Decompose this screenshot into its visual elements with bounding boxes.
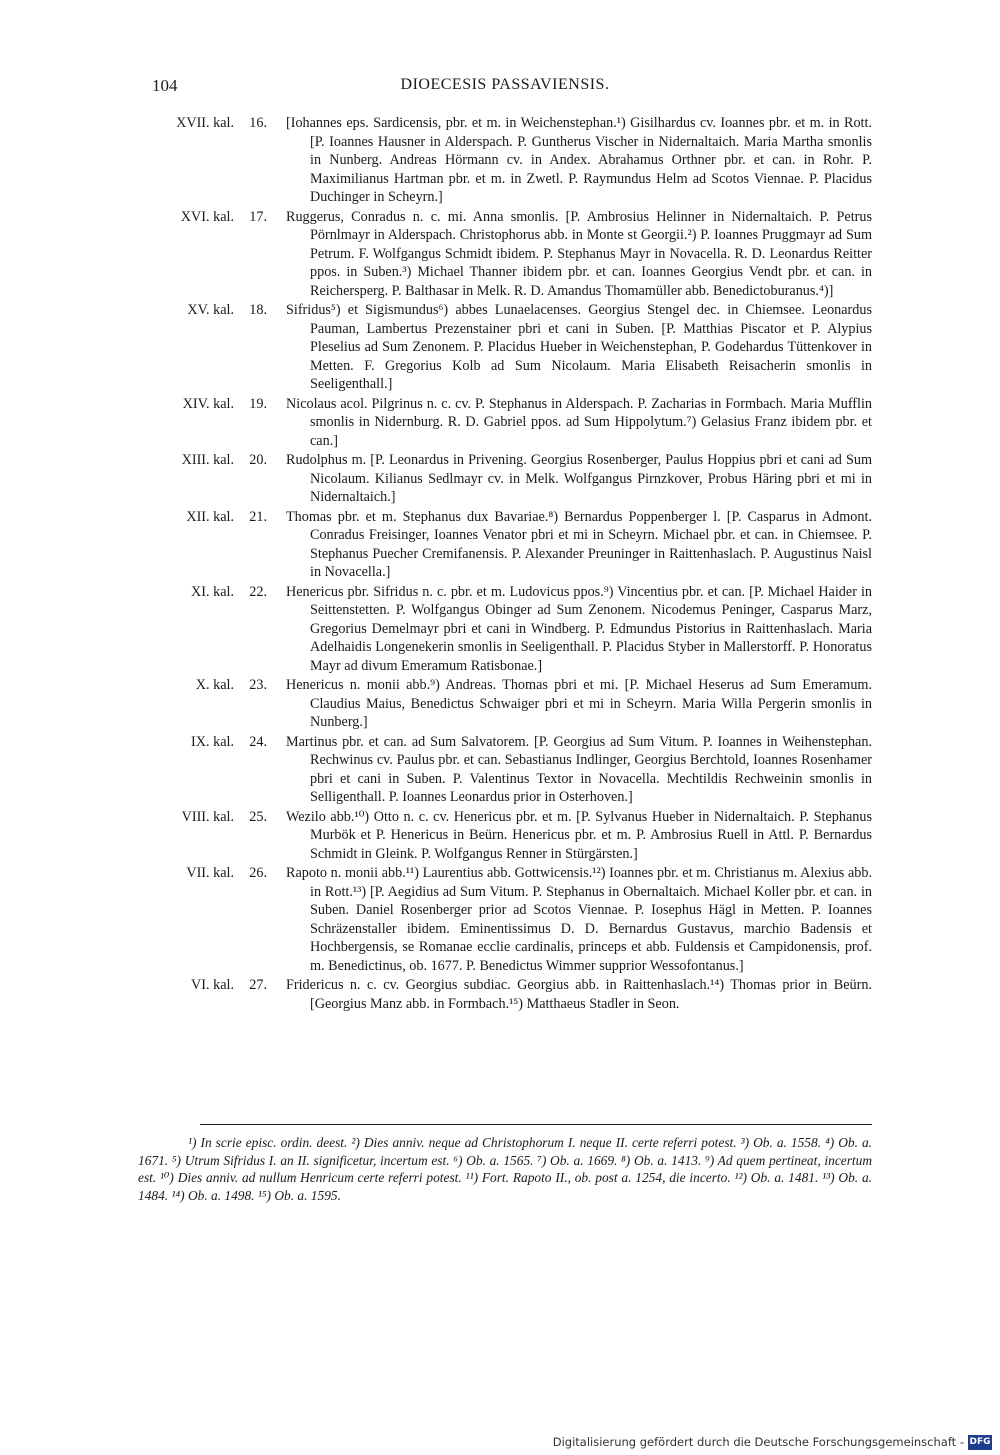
kalend-date: XVI. kal. xyxy=(180,208,234,225)
entry-text: Wezilo abb.¹⁰) Otto n. c. cv. Henericus pbr. et m. [P. Sylvanus Hueber in Nidernaltaich. P. Stephanus Murbök et P. Henericus in Beürn. Henericus pbr. et m. P. Ambrosius Ruell in Attl. P. Bernardus Schmidt in Gleink. P. Wolfgangus Renner in Stürgärsten.] xyxy=(286,808,872,862)
page-number: 104 xyxy=(152,76,178,95)
day-number: 24. xyxy=(249,733,267,750)
day-number: 17. xyxy=(249,208,267,225)
kalend-date: XIV. kal. xyxy=(182,395,234,412)
kalend-date: VI. kal. xyxy=(191,977,234,993)
calendar-entry xyxy=(138,733,872,807)
calendar-entry xyxy=(138,864,872,975)
calendar-entry xyxy=(138,808,872,864)
footnote-rule xyxy=(200,1124,872,1125)
entry-text: Martinus pbr. et can. ad Sum Salvatorem. [P. Georgius ad Sum Vitum. P. Ioannes in Weihenstephan. Rechwinus cv. Paulus pbr. et can. Sebastianus Indlinger, Georgius Berchtold, Ioannes Rosenhamer pbri et cani in Suben. P. Valentinus Textor in Novacella. Mechtildis Rechweinin smonlis in Selligenthall. P. Ioannes Leonardus prior in Osterhoven.] xyxy=(286,733,872,805)
digitization-footer xyxy=(552,1434,992,1451)
calendar-entry xyxy=(138,395,872,451)
calendar-entry xyxy=(138,976,872,1013)
kalend-date: XI. kal. xyxy=(191,583,234,600)
entry-text: Thomas pbr. et m. Stephanus dux Bavariae.⁸) Bernardus Poppenberger l. [P. Casparus in Admont. Conradus Freisinger, Ioannes Venator pbri et mi in Scheyrn. Michael pbr. et can. in Chiemsee. P. Stephanus Puecher Cremifanensis. P. Alexander Preuninger in Raittenhaslach. P. Augustinus Naisl in Novacella.] xyxy=(286,508,872,580)
calendar-entry xyxy=(138,676,872,732)
kalend-date: XVII. kal. xyxy=(176,115,234,131)
page-header xyxy=(138,76,872,98)
calendar-entry xyxy=(138,451,872,507)
kalend-date: X. kal. xyxy=(195,677,234,693)
day-number: 25. xyxy=(249,808,267,825)
entry-text: Fridericus n. c. cv. Georgius subdiac. Georgius abb. in Raittenhaslach.¹⁴) Thomas prior in Beürn. [Georgius Manz abb. in Formbach.¹⁵) Matthaeus Stadler in Seon. xyxy=(286,977,872,1012)
day-number: 27. xyxy=(249,977,267,993)
day-number: 19. xyxy=(249,395,267,412)
day-number: 22. xyxy=(249,583,267,600)
entry-text: Henericus pbr. Sifridus n. c. pbr. et m. Ludovicus ppos.⁹) Vincentius pbr. et can. [P. Michael Haider in Seittenstetten. P. Wolfgangus Obinger ad Sum Zenonem. Nicodemus Peninger, Casparus Marz, Gregorius Demelmayr pbri et cani in Windberg. P. Edmundus Pistorius in Raittenhaslach. Maria Adelhaidis Longenekerin smonlis in Seeligenthall. P. Placidus Styber in Mallerstorff. P. Honoratus Mayr ad divum Emeramum Ratisbonae.] xyxy=(286,583,872,674)
day-number: 18. xyxy=(249,302,267,318)
calendar-entry xyxy=(138,583,872,676)
footnotes: ¹) In scrie episc. ordin. deest. ²) Dies anniv. neque ad Christophorum I. neque II. certe referri potest. ³) Ob. a. 1558. ⁴) Ob. a. 1671. ⁵) Utrum Sifridus I. an II. significetur, incertum est. ⁶) Ob. a. 1565. ⁷) Ob. a. 1669. ⁸) Ob. a. 1413. ⁹) Ad quem pertineat, incertum est. ¹⁰) Dies anniv. ad nullum Henricum certe referri potest. ¹¹) Fort. Rapoto II., ob. post a. 1254, die incerto. ¹²) Ob. a. 1481. ¹³) Ob. a. 1484. ¹⁴) Ob. a. 1498. ¹⁵) Ob. a. 1595. xyxy=(138,1135,872,1203)
calendar-entries xyxy=(138,114,872,1014)
kalend-date: VIII. kal. xyxy=(181,808,234,825)
kalend-date: VII. kal. xyxy=(186,865,234,881)
kalend-date: IX. kal. xyxy=(191,733,234,750)
day-number: 23. xyxy=(249,677,267,693)
entry-text: Henericus n. monii abb.⁹) Andreas. Thomas pbri et mi. [P. Michael Heserus ad Sum Emeramum. Claudius Maius, Benedictus Schwaiger pbri et mi in Scheyrn. Maria Willa Pergerin smonlis in Nunberg.] xyxy=(286,677,872,730)
kalend-date: XV. kal. xyxy=(187,302,234,318)
calendar-entry xyxy=(138,114,872,207)
day-number: 21. xyxy=(249,508,267,525)
entry-text: Rapoto n. monii abb.¹¹) Laurentius abb. Gottwicensis.¹²) Ioannes pbr. et m. Christianus m. Alexius abb. in Rott.¹³) [P. Aegidius ad Sum Vitum. P. Stephanus in Obernaltaich. Michael Koller pbr. et can. in Suben. Daniel Rosenberger prior ad Scotos Viennae. P. Iosephus Hägl in Metten. P. Ioannes Schräzenstaller ibidem. Eminentissimus D. D. Bernardus Gustavus, marchio Badensis et Hochbergensis, se Romanae ecclie cardinalis, princeps et abb. Fuldensis et Campidonensis, prof. m. Benedictinus, ob. 1677. P. Benedictus Wimmer supprior Wessofontanus.] xyxy=(286,865,872,974)
kalend-date: XII. kal. xyxy=(186,508,234,525)
calendar-entry xyxy=(138,508,872,582)
kalend-date: XIII. kal. xyxy=(181,452,234,468)
day-number: 26. xyxy=(249,865,267,881)
running-title: DIOECESIS PASSAVIENSIS. xyxy=(400,76,610,93)
day-number: 16. xyxy=(249,115,267,131)
day-number: 20. xyxy=(249,452,267,468)
funding-credit: Digitalisierung gefördert durch die Deutsche Forschungsgemeinschaft - xyxy=(552,1435,964,1449)
calendar-entry xyxy=(138,208,872,301)
entry-text: [Iohannes eps. Sardicensis, pbr. et m. in Weichenstephan.¹) Gisilhardus cv. Ioannes pbr. et m. in Rott. [P. Ioannes Hausner in Alderspach. P. Guntherus Vischer in Nidernaltaich. Maria Martha smonlis in Nunberg. Andreas Hörmann cv. in Andex. Abrahamus Orthner pbr. et can. in Rohr. P. Maximilianus Hartman pbr. et m. in Zwetl. P. Raymundus Helm ad Scotos Viennae. P. Placidus Duchinger in Scheyrn.] xyxy=(286,115,872,205)
entry-text: Ruggerus, Conradus n. c. mi. Anna smonlis. [P. Ambrosius Helinner in Nidernaltaich. P. Petrus Pörnlmayr in Alderspach. Christophorus abb. in Monte st Georgii.²) P. Ioannes Pruggmayr ad Sum Petrum. F. Wolfgangus Schmidt ibidem. P. Stephanus Mayr in Novacella. R. D. Leonardus Reitter ppos. in Suben.³) Michael Thanner ibidem pbr. et can. Ioannes Georgius Vendt pbr. et can. in Reichersperg. P. Balthasar in Melk. R. D. Amandus Thomamüller abb. Benedictoburanus.⁴)] xyxy=(286,208,872,299)
entry-text: Rudolphus m. [P. Leonardus in Privening. Georgius Rosenberger, Paulus Hoppius pbri et cani ad Sum Nicolaum. Kilianus Sedlmayr cv. in Melk. Wolfgangus Pirnzkover, Probus Häring pbri et mi in Nidernaltaich.] xyxy=(286,452,872,505)
entry-text: Sifridus⁵) et Sigismundus⁶) abbes Lunaelacenses. Georgius Stengel dec. in Chiemsee. Leonardus Pauman, Lambertus Prezenstainer pbri et cani in Suben. [P. Matthias Piscator et P. Alypius Pleselius ad Sum Zenonem. P. Placidus Hueber in Weichenstephan, P. Godehardus Tüttenkover in Metten. F. Gregorius Kolb ad Sum Nicolaum. Maria Elisabeth Reisacherin smonlis in Seeligenthall.] xyxy=(286,302,872,392)
dfg-logo: DFG xyxy=(968,1435,992,1450)
entry-text: Nicolaus acol. Pilgrinus n. c. cv. P. Stephanus in Alderspach. P. Zacharias in Formbach. Maria Mufflin smonlis in Nidernburg. R. D. Gabriel ppos. ad Sum Hippolytum.⁷) Gelasius Franz ibidem pbr. et can.] xyxy=(286,395,872,449)
calendar-entry xyxy=(138,301,872,394)
